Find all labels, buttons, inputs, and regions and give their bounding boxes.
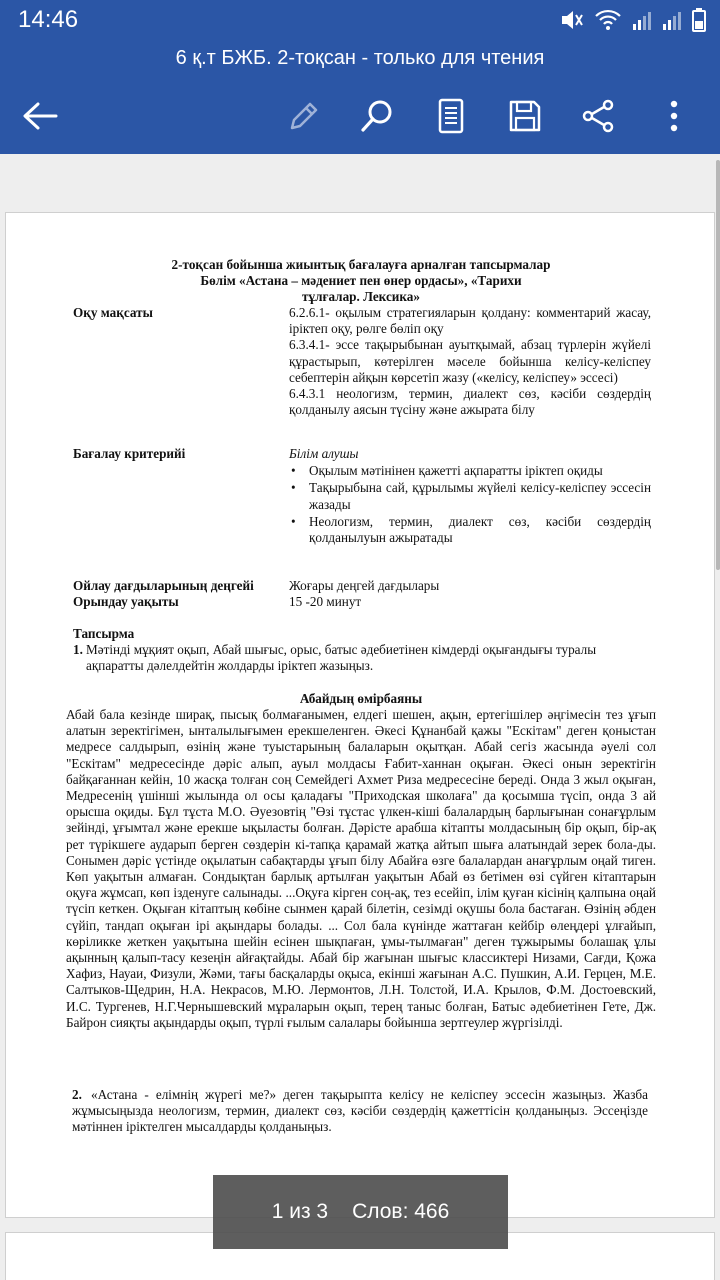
back-arrow-icon — [22, 101, 58, 131]
pencil-icon — [287, 99, 321, 133]
edit-button[interactable] — [280, 92, 328, 140]
bio-title: Абайдың өмірбаяны — [299, 691, 423, 706]
reading-mode-icon — [437, 98, 465, 134]
clock: 14:46 — [18, 6, 79, 33]
status-icons — [560, 8, 706, 32]
time-value: 15 -20 минут — [289, 594, 362, 609]
heading-line-3: тұлғалар. Лексика» — [302, 289, 420, 305]
criteria-item: • Неологизм, термин, диалект сөз, кәсіби сөздердің қолданылуын ажыратады — [289, 514, 651, 546]
battery-icon — [692, 8, 706, 32]
skill-value: Жоғары деңгей дағдылары — [289, 578, 440, 593]
skill-label: Ойлау дағдыларының деңгейі — [73, 578, 254, 593]
task-1-text: Мәтінді мұқият оқып, Абай шығыс, орыс, батыс әдебиетінен кімдерді оқығандығы туралы ақпаратты дәлелдейтін жолдарды іріктеп жазыңыз. — [86, 642, 597, 674]
document-title: 6 қ.т БЖБ. 2-тоқсан - только для чтения — [0, 40, 720, 80]
bio-text: Абай бала кезінде ширақ, пысық болмағанымен, елдегі шешен, ақын, ертегішілер әңгімесін тез ұғып алатын зеректігімен, ынталылығымен ерекшеленген. Әкесі Құнанбай қажы "Ескітам" деген қоныстан медресе салдырып, өзінің және туыстарының балаларын оқытқан. Абай сегіз жасында әуелі сол "Ескітам" медресесінде дәріс алып, ауыл молдасы Ғабит-ханнан оқыған. Әкесі онын зеректігін байқағаннан кейін, 10 жасқа толған соң Семейдегі Ахмет Риза медресесіне береді. Онда 3 жыл оқыған, Медресенің үшінші жылында ол осы қаладағы "Приходская школаға" да қосымша түсіп, онда 3 ай орысша оқиды. Бұл тұста М.О. Әуезовтің "Өзі тұстас үлкен-кіші балалардың барлығынан сонағұрлым зейінді, ұғымтал және ерекше ықыласты болған. Дәрісте арабша кітапты молдасының бір оқып, бір-ақ рет түрікшеге аударып берген сөздерін кі-тапқа қарамай жатқа айтып шыға алатындай зерек бола-ды. Сонымен дәріс үстінде оқылатын сабақтарды ұғып білу Абайға өзге балалардан анағұрлым оңай тиген. Көп уақытын алмаған. Сондықтан барлық артылған уақытын Абай өз бетімен өзі сүйген кітаптарын оқуға жұмсап, көп ізденуге салынады. ...Оқуға кірген соң-ақ, тез есейіп, ілім қуған кісінің қалпына оңай түсіп кеткен. Оқыған кітаптың көбіне сынмен қарай білетін, сезімді оқушы бола бастаған. Өзінің әбден сүйіп, тандап оқыған ірі ақындары болады. ... Сол бала күнінде жаттаған кейбір өлеңдері ұлғайып, көріликке жеткен уақытына шейін есінен шықпаған, ұмы-тылмаған" деген тұжырымы болашақ ұлы ақынның қалып-тасу кезеңін айғақтайды. Абай бір жағынан шығыс классиктері Низами, Сағди, Қожа Хафиз, Науаи, Физули, Жәми, тағы басқаларды оқыса, екінші жағынан А.С. Пушкин, А.И. Герцен, М.Е. Салтыков-Щедрин, Н.А. Некрасов, М.Ю. Лермонтов, Л.Н. Толстой, И.А. Крылов, Ф.М. Достоевский, И.С. Тургенев, Н.Г.Чернышевский мұраларын оқып, терең таныс болған, Батыс әдебиетінен Гете, Дж. Байрон сияқты ақындарды оқып, түрлі ғылым салалары бойынша зертгеулер жүргізілді. — [66, 707, 656, 1030]
more-options-button[interactable] — [650, 92, 698, 140]
signal-icon-2 — [662, 9, 682, 31]
goal-list — [289, 305, 651, 418]
wifi-icon — [594, 9, 622, 31]
goal-item: 6.3.4.1- эссе тақырыбынан ауытқымай, абзац түрлерін жүйелі құрастырып, көтерілген мәселе бойынша келісу-келіспеу себептерін айқын көрсетіп жазу («келісу, келіспеу» эссесі) — [289, 337, 651, 385]
criteria-list — [289, 463, 651, 546]
status-bar — [0, 0, 720, 40]
heading-line-1: 2-тоқсан бойынша жиынтық бағалауға арналған тапсырмалар — [171, 257, 551, 272]
toolbar — [0, 80, 720, 154]
time-label: Орындау уақыты — [73, 594, 179, 609]
criteria-item: • Тақырыбына сай, құрылымы жүйелі келісу-келіспеу эссесін жазады — [289, 480, 651, 512]
goal-label: Оқу мақсаты — [73, 305, 153, 320]
scrollbar[interactable] — [716, 160, 720, 570]
task-2-text: «Астана - елімнің жүрегі ме?» деген тақырыпта келісу не келіспеу эссесін жазыңыз. Жазба жұмысыңызда неологизм, термин, диалект сөз, кәсіби сөздердің қажеттісін қолданыңыз. Эссеңізде мәтіннен іріктелген мысалдарды қолданыңыз. — [72, 1087, 648, 1135]
goal-item: 6.2.6.1- оқылым стратегияларын қолдану: комментарий жасау, іріктеп оқу, рөлге бөліп оқу — [289, 305, 651, 337]
task-label: Тапсырма — [73, 626, 135, 641]
save-button[interactable] — [501, 92, 549, 140]
criteria-label: Бағалау критерийі — [73, 446, 186, 461]
search-icon — [359, 98, 395, 134]
save-icon — [508, 99, 542, 133]
criteria-item: • Оқылым мәтінінен қажетті ақпаратты іріктеп оқиды — [289, 463, 651, 479]
task-2-number: 2. — [72, 1087, 82, 1102]
word-count: Слов: 466 — [352, 1200, 450, 1223]
page-count-toast — [213, 1175, 508, 1249]
signal-icon-1 — [632, 9, 652, 31]
task-1-number: 1. — [73, 642, 83, 657]
task-2 — [72, 1087, 648, 1136]
criteria-intro: Білім алушы — [289, 446, 359, 461]
reading-mode-button[interactable] — [427, 92, 475, 140]
task-1 — [73, 642, 653, 674]
back-button[interactable] — [16, 92, 64, 140]
share-button[interactable] — [574, 92, 622, 140]
heading-line-2: Бөлім «Астана – мәдениет пен өнер ордасы», «Тарихи — [200, 273, 522, 289]
doc-heading — [6, 257, 716, 306]
mute-icon — [560, 9, 584, 31]
document-page[interactable] — [5, 212, 715, 1218]
criteria-block — [289, 446, 651, 547]
goal-item: 6.4.3.1 неологизм, термин, диалект сөз, кәсіби сөздердің қолданылу аясын түсіну және ажырата білу — [289, 386, 651, 418]
more-vert-icon — [669, 99, 679, 133]
page-indicator: 1 из 3 — [271, 1200, 329, 1223]
share-icon — [581, 99, 615, 133]
search-button[interactable] — [353, 92, 401, 140]
